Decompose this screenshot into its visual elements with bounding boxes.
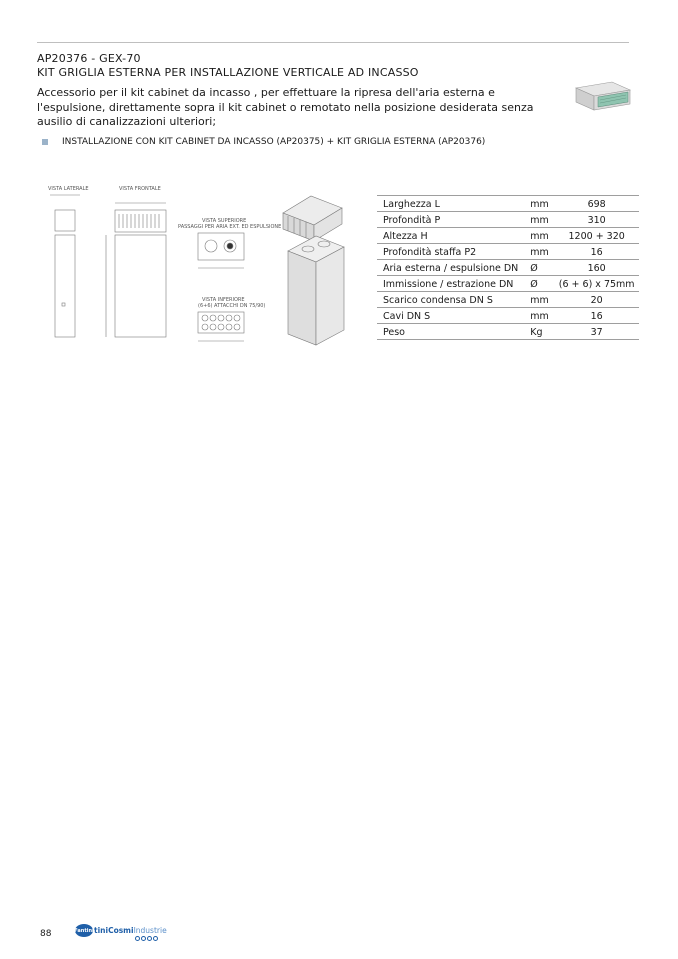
spec-label: Cavi DN S bbox=[377, 308, 522, 324]
spec-value: 310 bbox=[553, 212, 639, 228]
spec-label: Profondità staffa P2 bbox=[377, 244, 522, 260]
page-number: 88 bbox=[40, 929, 52, 939]
spec-label: Peso bbox=[377, 324, 522, 340]
logo-dots-icon bbox=[135, 936, 158, 941]
spec-value: 16 bbox=[553, 244, 639, 260]
brand-logo bbox=[75, 924, 167, 937]
spec-row bbox=[377, 260, 639, 276]
spec-value: 698 bbox=[553, 196, 639, 212]
spec-unit: mm bbox=[522, 228, 553, 244]
spec-value: 160 bbox=[553, 260, 639, 276]
spec-unit: Ø bbox=[522, 276, 553, 292]
bottom-view-label: VISTA INFERIORE bbox=[202, 297, 245, 303]
spec-value: 1200 + 320 bbox=[553, 228, 639, 244]
spec-row bbox=[377, 244, 639, 260]
top-divider bbox=[37, 42, 629, 43]
spec-label: Larghezza L bbox=[377, 196, 522, 212]
spec-row bbox=[377, 324, 639, 340]
spec-unit: mm bbox=[522, 196, 553, 212]
side-view-label: VISTA LATERALE bbox=[48, 186, 89, 192]
spec-value: (6 + 6) x 75mm bbox=[553, 276, 639, 292]
specs-table bbox=[377, 195, 639, 340]
bottom-view-sublabel: (6+6) ATTACCHI DN 75/90) bbox=[198, 303, 266, 309]
product-photo bbox=[572, 78, 634, 114]
technical-drawings bbox=[40, 183, 375, 358]
top-view-sublabel: PASSAGGI PER ARIA EXT. ED ESPULSIONE bbox=[178, 224, 282, 230]
spec-unit: mm bbox=[522, 212, 553, 228]
spec-unit: mm bbox=[522, 308, 553, 324]
installation-note bbox=[42, 137, 485, 147]
product-description: Accessorio per il kit cabinet da incasso , per effettuare la ripresa dell'aria esterna e l'espulsione, direttamente sopra il kit cabinet o remotato nella posizione desiderata senza ausilio di canalizzazioni ulteriori; bbox=[37, 86, 534, 128]
spec-label: Altezza H bbox=[377, 228, 522, 244]
installation-note-text: INSTALLAZIONE CON KIT CABINET DA INCASSO (AP20375) + KIT GRIGLIA ESTERNA (AP20376) bbox=[62, 137, 486, 147]
spec-label: Aria esterna / espulsione DN bbox=[377, 260, 522, 276]
spec-unit: mm bbox=[522, 244, 553, 260]
bullet-square-icon bbox=[42, 139, 48, 145]
spec-unit: mm bbox=[522, 292, 553, 308]
product-title: KIT GRIGLIA ESTERNA PER INSTALLAZIONE VERTICALE AD INCASSO bbox=[37, 66, 419, 79]
spec-row bbox=[377, 292, 639, 308]
spec-value: 37 bbox=[553, 324, 639, 340]
spec-row bbox=[377, 276, 639, 292]
spec-row bbox=[377, 308, 639, 324]
spec-unit: Ø bbox=[522, 260, 553, 276]
logo-suffix: Industrie bbox=[133, 926, 167, 935]
logo-brand: tiniCosmi bbox=[94, 926, 134, 935]
spec-unit: Kg bbox=[522, 324, 553, 340]
spec-value: 16 bbox=[553, 308, 639, 324]
spec-label: Scarico condensa DN S bbox=[377, 292, 522, 308]
spec-row bbox=[377, 212, 639, 228]
spec-row bbox=[377, 196, 639, 212]
drawing-lines bbox=[40, 183, 375, 358]
front-view-label: VISTA FRONTALE bbox=[119, 186, 161, 192]
spec-label: Immissione / estrazione DN bbox=[377, 276, 522, 292]
spec-row bbox=[377, 228, 639, 244]
spec-label: Profondità P bbox=[377, 212, 522, 228]
logo-text bbox=[94, 926, 167, 935]
top-view-label: VISTA SUPERIORE bbox=[202, 218, 247, 224]
product-code: AP20376 - GEX-70 bbox=[37, 52, 141, 65]
spec-value: 20 bbox=[553, 292, 639, 308]
logo-badge: Fantini bbox=[75, 924, 93, 937]
